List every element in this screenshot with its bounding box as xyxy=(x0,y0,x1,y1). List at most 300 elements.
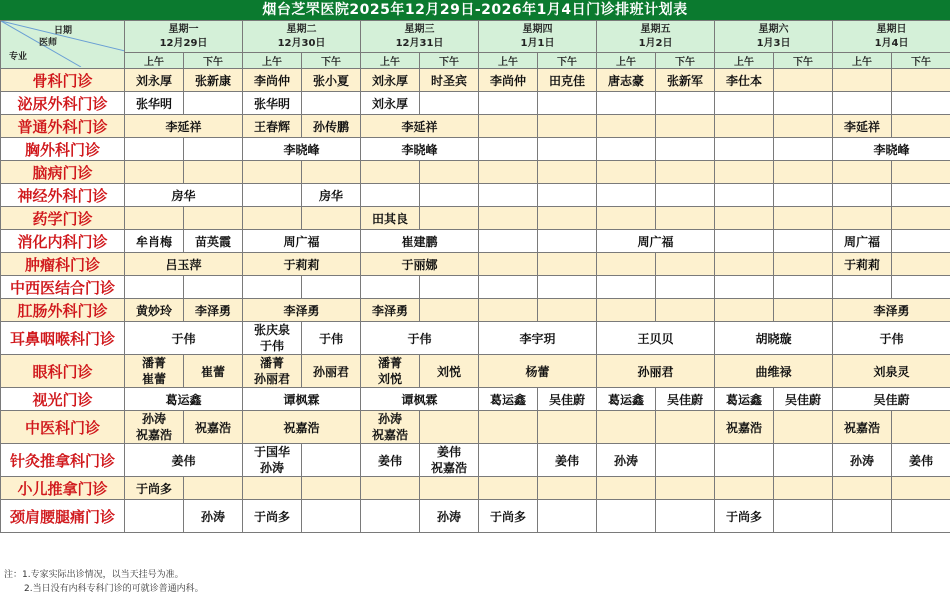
morning-header: 上午 xyxy=(361,53,420,69)
schedule-cell xyxy=(538,411,597,444)
schedule-cell: 姜伟 xyxy=(361,444,420,477)
morning-header: 上午 xyxy=(125,53,184,69)
schedule-cell xyxy=(597,299,656,322)
schedule-cell xyxy=(833,500,892,533)
doctor-name: 祝嘉浩 xyxy=(371,428,408,442)
schedule-cell xyxy=(125,276,184,299)
table-row xyxy=(1,184,950,207)
schedule-cell xyxy=(892,253,950,276)
schedule-cell: 李泽勇 xyxy=(184,299,243,322)
schedule-cell: 于莉莉 xyxy=(833,253,892,276)
schedule-cell xyxy=(892,411,950,444)
department-name: 眼科门诊 xyxy=(1,355,125,388)
schedule-cell xyxy=(125,138,184,161)
doctor-name: 潘菁 xyxy=(377,356,402,370)
department-name: 药学门诊 xyxy=(1,207,125,230)
schedule-cell xyxy=(656,161,715,184)
table-row xyxy=(1,207,950,230)
schedule-cell xyxy=(715,477,774,500)
schedule-cell xyxy=(774,69,833,92)
schedule-cell xyxy=(656,253,715,276)
schedule-cell xyxy=(479,444,538,477)
afternoon-header: 下午 xyxy=(420,53,479,69)
schedule-cell: 胡晓璇 xyxy=(715,322,833,355)
schedule-cell xyxy=(243,184,302,207)
schedule-cell: 李仕本 xyxy=(715,69,774,92)
department-name: 胸外科门诊 xyxy=(1,138,125,161)
schedule-cell: 孙丽君 xyxy=(597,355,715,388)
schedule-cell xyxy=(656,207,715,230)
schedule-cell: 李尚仲 xyxy=(243,69,302,92)
schedule-cell xyxy=(715,161,774,184)
morning-header: 上午 xyxy=(243,53,302,69)
table-row xyxy=(1,115,950,138)
schedule-cell xyxy=(774,411,833,444)
schedule-cell xyxy=(774,477,833,500)
schedule-cell xyxy=(833,477,892,500)
corner-doctor-label: 医师 xyxy=(39,38,58,48)
department-name: 神经外科门诊 xyxy=(1,184,125,207)
schedule-cell xyxy=(892,276,950,299)
schedule-cell xyxy=(538,92,597,115)
schedule-cell xyxy=(243,444,302,477)
doctor-name: 刘悦 xyxy=(377,372,402,386)
schedule-cell xyxy=(656,276,715,299)
schedule-cell: 李宇玥 xyxy=(479,322,597,355)
schedule-cell: 黄妙玲 xyxy=(125,299,184,322)
schedule-cell xyxy=(420,444,479,477)
schedule-cell: 牟肖梅 xyxy=(125,230,184,253)
schedule-cell: 吴佳蔚 xyxy=(833,388,950,411)
department-name: 普通外科门诊 xyxy=(1,115,125,138)
table-row xyxy=(1,411,950,444)
schedule-cell xyxy=(479,411,538,444)
schedule-cell: 于伟 xyxy=(361,322,479,355)
date-label: 12月31日 xyxy=(395,37,444,49)
schedule-cell xyxy=(656,299,715,322)
schedule-cell xyxy=(833,69,892,92)
schedule-cell xyxy=(774,299,833,322)
schedule-cell xyxy=(538,299,597,322)
doctor-name: 孙涛 xyxy=(259,461,284,475)
schedule-cell: 孙涛 xyxy=(833,444,892,477)
schedule-cell xyxy=(538,161,597,184)
schedule-cell xyxy=(656,184,715,207)
date-label: 1月1日 xyxy=(520,37,555,49)
schedule-cell xyxy=(538,184,597,207)
table-row xyxy=(1,477,950,500)
page-title: 烟台芝罘医院2025年12月29日-2026年1月4日门诊排班计划表 xyxy=(0,0,950,20)
schedule-cell xyxy=(597,276,656,299)
schedule-cell xyxy=(184,138,243,161)
table-row xyxy=(1,230,950,253)
schedule-cell: 于尚多 xyxy=(479,500,538,533)
schedule-cell: 吴佳蔚 xyxy=(656,388,715,411)
schedule-cell xyxy=(715,115,774,138)
schedule-cell xyxy=(184,207,243,230)
schedule-cell xyxy=(892,184,950,207)
afternoon-header: 下午 xyxy=(656,53,715,69)
schedule-cell xyxy=(538,115,597,138)
department-name: 脑病门诊 xyxy=(1,161,125,184)
schedule-cell xyxy=(774,92,833,115)
schedule-cell xyxy=(774,276,833,299)
schedule-cell xyxy=(243,161,302,184)
schedule-cell xyxy=(243,276,302,299)
schedule-cell: 李晓峰 xyxy=(243,138,361,161)
schedule-cell xyxy=(892,500,950,533)
schedule-cell xyxy=(656,138,715,161)
table-row xyxy=(1,500,950,533)
schedule-cell: 于丽娜 xyxy=(361,253,479,276)
department-name: 肛肠外科门诊 xyxy=(1,299,125,322)
schedule-cell xyxy=(125,355,184,388)
schedule-cell xyxy=(361,477,420,500)
schedule-cell: 刘泉灵 xyxy=(833,355,950,388)
doctor-name: 潘菁 xyxy=(259,356,284,370)
schedule-cell: 刘悦 xyxy=(420,355,479,388)
schedule-cell: 田克佳 xyxy=(538,69,597,92)
schedule-cell xyxy=(302,500,361,533)
schedule-cell xyxy=(538,500,597,533)
doctor-name: 祝嘉浩 xyxy=(135,428,172,442)
schedule-cell xyxy=(656,477,715,500)
doctor-name: 于伟 xyxy=(259,339,284,353)
weekday-label: 星期日 xyxy=(876,23,907,35)
department-name: 中医科门诊 xyxy=(1,411,125,444)
schedule-cell: 于尚多 xyxy=(243,500,302,533)
schedule-cell: 孙传鹏 xyxy=(302,115,361,138)
schedule-cell xyxy=(656,92,715,115)
schedule-cell xyxy=(597,411,656,444)
schedule-cell xyxy=(479,115,538,138)
afternoon-header: 下午 xyxy=(892,53,950,69)
afternoon-header: 下午 xyxy=(184,53,243,69)
doctor-name: 孙涛 xyxy=(141,412,166,426)
schedule-cell xyxy=(597,138,656,161)
weekday-label: 星期三 xyxy=(404,23,435,35)
schedule-cell xyxy=(243,477,302,500)
schedule-cell: 李泽勇 xyxy=(833,299,950,322)
schedule-cell: 祝嘉浩 xyxy=(833,411,892,444)
schedule-cell: 杨蕾 xyxy=(479,355,597,388)
schedule-cell: 刘永厚 xyxy=(125,69,184,92)
department-name: 中西医结合门诊 xyxy=(1,276,125,299)
schedule-cell xyxy=(538,276,597,299)
table-row xyxy=(1,92,950,115)
schedule-cell: 于伟 xyxy=(833,322,950,355)
schedule-cell xyxy=(420,184,479,207)
schedule-cell: 吴佳蔚 xyxy=(538,388,597,411)
afternoon-header: 下午 xyxy=(302,53,361,69)
day-header xyxy=(125,21,243,53)
schedule-cell xyxy=(833,92,892,115)
department-name: 消化内科门诊 xyxy=(1,230,125,253)
schedule-cell xyxy=(479,161,538,184)
header-corner xyxy=(1,21,125,69)
schedule-cell: 孙涛 xyxy=(597,444,656,477)
schedule-cell: 刘永厚 xyxy=(361,92,420,115)
schedule-cell xyxy=(774,161,833,184)
schedule-cell: 姜伟 xyxy=(125,444,243,477)
schedule-cell xyxy=(715,276,774,299)
schedule-cell xyxy=(715,138,774,161)
weekday-label: 星期二 xyxy=(286,23,317,35)
table-row xyxy=(1,253,950,276)
doctor-name: 祝嘉浩 xyxy=(430,461,467,475)
schedule-cell: 谭枫霖 xyxy=(243,388,361,411)
schedule-cell xyxy=(774,500,833,533)
schedule-cell xyxy=(833,161,892,184)
schedule-cell: 于尚多 xyxy=(715,500,774,533)
schedule-cell: 房华 xyxy=(125,184,243,207)
schedule-cell xyxy=(892,69,950,92)
schedule-cell xyxy=(302,161,361,184)
schedule-cell xyxy=(302,92,361,115)
schedule-cell: 周广福 xyxy=(833,230,892,253)
doctor-name: 于国华 xyxy=(253,445,290,459)
afternoon-header: 下午 xyxy=(538,53,597,69)
schedule-cell: 时圣宾 xyxy=(420,69,479,92)
morning-header: 上午 xyxy=(479,53,538,69)
schedule-cell xyxy=(302,444,361,477)
schedule-cell: 王贝贝 xyxy=(597,322,715,355)
schedule-cell: 周广福 xyxy=(243,230,361,253)
schedule-cell xyxy=(420,276,479,299)
schedule-cell xyxy=(538,138,597,161)
schedule-cell xyxy=(715,207,774,230)
afternoon-header: 下午 xyxy=(774,53,833,69)
day-header xyxy=(715,21,833,53)
schedule-cell xyxy=(597,477,656,500)
schedule-cell xyxy=(184,477,243,500)
schedule-cell xyxy=(184,276,243,299)
doctor-name: 孙涛 xyxy=(377,412,402,426)
schedule-cell: 谭枫霖 xyxy=(361,388,479,411)
table-row xyxy=(1,388,950,411)
schedule-cell xyxy=(656,411,715,444)
schedule-cell: 祝嘉浩 xyxy=(184,411,243,444)
schedule-cell: 于尚多 xyxy=(125,477,184,500)
date-label: 1月4日 xyxy=(874,37,909,49)
day-header xyxy=(479,21,597,53)
department-name: 泌尿外科门诊 xyxy=(1,92,125,115)
schedule-cell xyxy=(597,500,656,533)
schedule-cell xyxy=(656,444,715,477)
morning-header: 上午 xyxy=(833,53,892,69)
schedule-cell: 孙涛 xyxy=(420,500,479,533)
schedule-cell xyxy=(715,444,774,477)
schedule-cell xyxy=(774,138,833,161)
schedule-cell xyxy=(715,184,774,207)
department-name: 耳鼻咽喉科门诊 xyxy=(1,322,125,355)
schedule-cell xyxy=(538,477,597,500)
schedule-cell xyxy=(302,477,361,500)
schedule-cell: 孙丽君 xyxy=(302,355,361,388)
schedule-cell xyxy=(361,411,420,444)
table-row xyxy=(1,69,950,92)
schedule-cell xyxy=(361,500,420,533)
schedule-cell xyxy=(479,276,538,299)
schedule-table xyxy=(0,20,950,533)
schedule-cell: 李延祥 xyxy=(833,115,892,138)
department-name: 小儿推拿门诊 xyxy=(1,477,125,500)
schedule-cell xyxy=(184,92,243,115)
schedule-cell: 李延祥 xyxy=(361,115,479,138)
schedule-cell: 刘永厚 xyxy=(361,69,420,92)
doctor-name: 孙丽君 xyxy=(253,372,290,386)
schedule-cell xyxy=(243,207,302,230)
department-name: 肿瘤科门诊 xyxy=(1,253,125,276)
schedule-cell xyxy=(302,207,361,230)
day-header xyxy=(597,21,715,53)
schedule-cell xyxy=(892,477,950,500)
corner-date-label: 日期 xyxy=(53,26,72,36)
schedule-cell xyxy=(597,207,656,230)
schedule-cell xyxy=(597,253,656,276)
department-name: 视光门诊 xyxy=(1,388,125,411)
schedule-cell xyxy=(479,477,538,500)
date-label: 12月29日 xyxy=(159,37,208,49)
schedule-cell: 李延祥 xyxy=(125,115,243,138)
schedule-cell xyxy=(538,207,597,230)
schedule-cell xyxy=(361,276,420,299)
schedule-cell xyxy=(774,207,833,230)
schedule-cell xyxy=(715,253,774,276)
morning-header: 上午 xyxy=(715,53,774,69)
schedule-cell: 张新康 xyxy=(184,69,243,92)
schedule-cell: 姜伟 xyxy=(892,444,950,477)
schedule-cell xyxy=(892,92,950,115)
schedule-cell: 崔建鹏 xyxy=(361,230,479,253)
schedule-cell xyxy=(892,230,950,253)
weekday-label: 星期一 xyxy=(168,23,199,35)
footnote-2: 2.当日没有内科专科门诊的可就诊普通内科。 xyxy=(24,584,204,594)
schedule-cell: 唐志豪 xyxy=(597,69,656,92)
schedule-cell xyxy=(656,115,715,138)
schedule-cell: 吕玉萍 xyxy=(125,253,243,276)
weekday-label: 星期六 xyxy=(758,23,789,35)
schedule-cell: 李晓峰 xyxy=(833,138,950,161)
schedule-cell xyxy=(479,207,538,230)
schedule-cell xyxy=(656,500,715,533)
doctor-name: 崔蕾 xyxy=(141,372,166,386)
weekday-label: 星期五 xyxy=(640,23,671,35)
doctor-name: 潘菁 xyxy=(141,356,166,370)
schedule-cell: 曲维禄 xyxy=(715,355,833,388)
schedule-cell: 周广福 xyxy=(597,230,715,253)
schedule-cell xyxy=(774,253,833,276)
schedule-cell: 孙涛 xyxy=(184,500,243,533)
schedule-cell xyxy=(479,230,538,253)
schedule-cell: 祝嘉浩 xyxy=(243,411,361,444)
schedule-cell: 房华 xyxy=(302,184,361,207)
schedule-cell: 王春辉 xyxy=(243,115,302,138)
schedule-cell xyxy=(361,161,420,184)
schedule-cell xyxy=(479,184,538,207)
schedule-cell: 崔蕾 xyxy=(184,355,243,388)
schedule-cell xyxy=(538,253,597,276)
schedule-cell: 于伟 xyxy=(125,322,243,355)
schedule-cell xyxy=(774,230,833,253)
schedule-cell xyxy=(715,299,774,322)
schedule-cell xyxy=(184,161,243,184)
schedule-cell: 于莉莉 xyxy=(243,253,361,276)
table-row xyxy=(1,138,950,161)
schedule-cell: 葛运鑫 xyxy=(597,388,656,411)
department-name: 颈肩腰腿痛门诊 xyxy=(1,500,125,533)
schedule-cell xyxy=(833,207,892,230)
schedule-cell xyxy=(833,184,892,207)
schedule-cell xyxy=(774,115,833,138)
schedule-cell xyxy=(243,355,302,388)
schedule-cell xyxy=(479,299,538,322)
day-header xyxy=(361,21,479,53)
schedule-cell: 吴佳蔚 xyxy=(774,388,833,411)
date-label: 12月30日 xyxy=(277,37,326,49)
department-name: 骨科门诊 xyxy=(1,69,125,92)
table-row xyxy=(1,322,950,355)
morning-header: 上午 xyxy=(597,53,656,69)
schedule-cell: 苗英霞 xyxy=(184,230,243,253)
schedule-cell xyxy=(892,115,950,138)
schedule-cell xyxy=(479,253,538,276)
schedule-cell xyxy=(892,161,950,184)
schedule-cell xyxy=(538,230,597,253)
schedule-cell xyxy=(420,477,479,500)
schedule-cell xyxy=(597,184,656,207)
footnotes xyxy=(4,568,204,596)
schedule-cell: 田其良 xyxy=(361,207,420,230)
schedule-cell: 李泽勇 xyxy=(243,299,361,322)
schedule-cell: 葛运鑫 xyxy=(715,388,774,411)
corner-specialty-label: 专业 xyxy=(9,52,28,62)
table-row xyxy=(1,355,950,388)
doctor-name: 姜伟 xyxy=(436,445,461,459)
schedule-cell xyxy=(302,276,361,299)
schedule-cell: 姜伟 xyxy=(538,444,597,477)
schedule-cell xyxy=(125,411,184,444)
schedule-cell xyxy=(597,115,656,138)
schedule-cell xyxy=(420,299,479,322)
schedule-cell xyxy=(125,207,184,230)
schedule-cell xyxy=(833,276,892,299)
schedule-cell: 葛运鑫 xyxy=(125,388,243,411)
schedule-cell: 张小夏 xyxy=(302,69,361,92)
table-row xyxy=(1,299,950,322)
schedule-cell: 祝嘉浩 xyxy=(715,411,774,444)
doctor-name: 张庆泉 xyxy=(253,323,290,337)
date-label: 1月2日 xyxy=(638,37,673,49)
day-header xyxy=(243,21,361,53)
weekday-label: 星期四 xyxy=(522,23,553,35)
schedule-cell: 葛运鑫 xyxy=(479,388,538,411)
schedule-cell: 李泽勇 xyxy=(361,299,420,322)
schedule-cell xyxy=(892,207,950,230)
schedule-cell xyxy=(774,444,833,477)
date-label: 1月3日 xyxy=(756,37,791,49)
schedule-cell xyxy=(597,92,656,115)
schedule-cell: 李尚仲 xyxy=(479,69,538,92)
schedule-cell: 张华明 xyxy=(243,92,302,115)
schedule-cell xyxy=(479,138,538,161)
schedule-cell xyxy=(125,500,184,533)
schedule-cell: 李晓峰 xyxy=(361,138,479,161)
table-row xyxy=(1,276,950,299)
footnote-1: 注：1.专家实际出诊情况，以当天挂号为准。 xyxy=(4,570,184,580)
schedule-cell xyxy=(774,184,833,207)
schedule-cell xyxy=(243,322,302,355)
